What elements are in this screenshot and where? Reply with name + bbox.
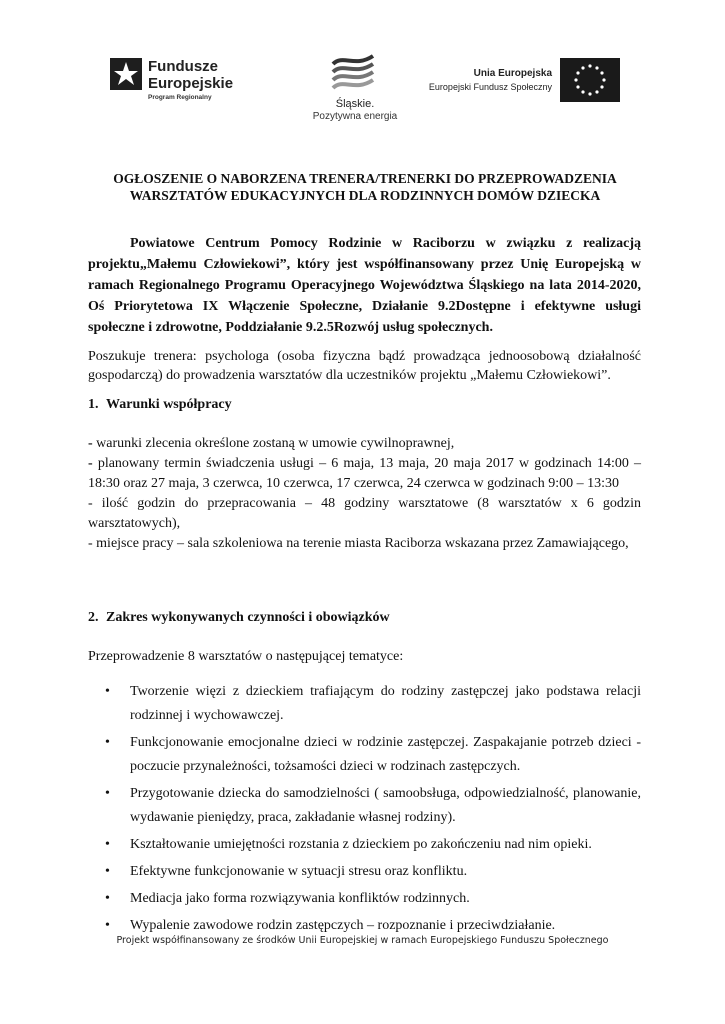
- fe-subtitle: Program Regionalny: [148, 94, 212, 101]
- logo-bar: [0, 48, 725, 128]
- slaskie-logo: [300, 50, 410, 126]
- fe-name: Fundusze Europejskie: [148, 58, 234, 92]
- eu-logo: [420, 58, 620, 114]
- list-item: • Funkcjonowanie emocjonalne dzieci w rodzinie zastępczej. Zaspakajanie potrzeb dzieci - poczucie przynależności, tożsamości dzieci w rodzinach zastępczych.: [105, 735, 641, 774]
- eu-name: Unia Europejska: [473, 68, 552, 79]
- section-2-heading: 2. Zakres wykonywanych czynności i obowiązków: [88, 610, 390, 625]
- list-item: • Wypalenie zawodowe rodzin zastępczych – rozpoznanie i przeciwdziałanie.: [105, 918, 556, 933]
- page-footer: Projekt współfinansowany ze środków Unii Europejskiej w ramach Europejskiego Funduszu Społecznego: [116, 935, 609, 946]
- document-title: OGŁOSZENIE O NABORZENA TRENERA/TRENERKI DO PRZEPROWADZENIA WARSZTATÓW EDUKACYJNYCH DLA RODZINNYCH DOMÓW DZIECKA: [113, 171, 617, 203]
- condition-line: - warunki zlecenia określone zostaną w umowie cywilnoprawnej,: [88, 436, 455, 451]
- efs-name: Europejski Fundusz Społeczny: [428, 82, 552, 92]
- slaskie-name: Śląskie.: [335, 98, 375, 110]
- list-item: • Przygotowanie dziecka do samodzielności ( samoobsługa, odpowiedzialność, planowanie, wydawanie pieniędzy, praca, zakładanie własnej rodziny).: [105, 786, 641, 825]
- condition-line: - planowany termin świadczenia usługi – 6 maja, 13 maja, 20 maja 2017 w godzinach 14:00 – 18:30 oraz 27 maja, 3 czerwca, 10 czerwca, 17 czerwca, 24 czerwca w godzinach 9:00 – 13:30: [88, 456, 641, 491]
- intro-paragraph: Powiatowe Centrum Pomocy Rodzinie w Raciborzu w związku z realizacją projektu„Małemu Człowiekowi”, który jest współfinansowany przez Unię Europejską w ramach Regionalnego Programu Operacyjnego Województwa Śląskiego na lata 2014-2020, Oś Priorytetowa IX Włączenie Społeczne, Działanie 9.2Dostępne i efektywne usługi społeczne i zdrowotne, Poddziałanie 9.2.5Rozwój usług społecznych.: [88, 236, 641, 335]
- list-item: • Tworzenie więzi z dzieckiem trafiającym do rodziny zastępczej jako podstawa relacji rodzinnej i wychowawczej.: [105, 684, 641, 723]
- slaskie-tagline: Pozytywna energia: [312, 111, 398, 122]
- fe-star-icon: [110, 58, 142, 90]
- list-item: • Efektywne funkcjonowanie w sytuacji stresu oraz konfliktu.: [105, 864, 468, 879]
- search-paragraph: Poszukuje trenera: psychologa (osoba fizyczna bądź prowadząca jednoosobową działalność gospodarczą) do prowadzenia warsztatów dla uczestników projektu „Małemu Człowiekowi”.: [88, 349, 641, 383]
- condition-line: - ilość godzin do przepracowania – 48 godziny warsztatowe (8 warsztatów x 6 godzin warsztatowych),: [88, 496, 641, 531]
- workshop-topics-list: [88, 680, 641, 941]
- condition-line: - miejsce pracy – sala szkoleniowa na terenie miasta Raciborza wskazana przez Zamawiającego,: [88, 536, 629, 551]
- section-1-heading: 1. Warunki współpracy: [88, 397, 232, 412]
- eu-flag-icon: [560, 58, 620, 102]
- list-item: • Mediacja jako forma rozwiązywania konfliktów rodzinnych.: [105, 891, 470, 906]
- slaskie-waves-icon: [325, 50, 385, 96]
- section-1-body: [88, 434, 641, 554]
- section-2-lead: Przeprowadzenie 8 warsztatów o następującej tematyce:: [88, 649, 404, 664]
- list-item: • Kształtowanie umiejętności rozstania z dzieckiem po zakończeniu nad nim opieki.: [105, 837, 592, 852]
- fundusze-europejskie-logo: [110, 56, 260, 112]
